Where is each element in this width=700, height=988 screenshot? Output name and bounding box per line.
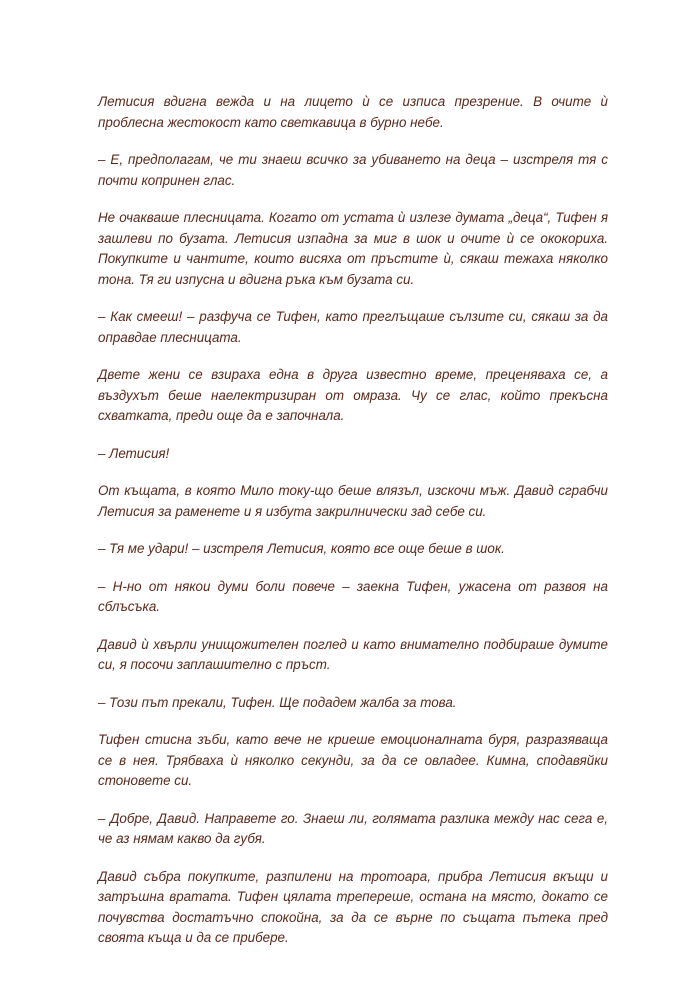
- paragraph: Двете жени се взираха една в друга известно време, преценяваха се, а въздухът беше наелектризиран от омраза. Чу се глас, който прекъсна схватката, преди още да е започнала.: [98, 367, 608, 423]
- paragraph: – Н-но от някои думи боли повече – заекна Тифен, ужасена от развоя на сблъсъка.: [98, 578, 608, 614]
- paragraph: – Е, предполагам, че ти знаеш всичко за убиването на деца – изстреля тя с почти копринен глас.: [98, 152, 608, 188]
- paragraph: – Тя ме удари! – изстреля Летисия, която все още беше в шок.: [98, 541, 505, 556]
- paragraph: – Добре, Давид. Направете го. Знаеш ли, голямата разлика между нас сега е, че аз нямам какво да губя.: [98, 810, 608, 846]
- paragraph: От къщата, в която Мило току-що беше влязъл, изскочи мъж. Давид сграбчи Летисия за раменете и я избута закрилнически зад себе си.: [98, 483, 608, 519]
- paragraph: – Този път прекали, Тифен. Ще подадем жалба за това.: [98, 694, 457, 710]
- paragraph: Летисия вдигна вежда и на лицето ѝ се изписа презрение. В очите ѝ проблесна жестокост като светкавица в бурно небе.: [98, 94, 608, 130]
- paragraph: Тифен стисна зъби, като вече не криеше емоционалната буря, разразяваща се в нея. Трябваха ѝ няколко секунди, за да се овладее. Кимна, сподавяйки стоновете си.: [98, 732, 608, 788]
- paragraph: Давид събра покупките, разпилени на тротоара, прибра Летисия вкъщи и затръшна вратата. Тифен цялата трепереше, остана на място, докато се почувства достатъчно спокойна, за да се върне по същата пътека пред своята къща и да се прибере.: [98, 868, 608, 945]
- paragraph: Давид ѝ хвърли унищожителен поглед и като внимателно подбираше думите си, я посочи заплашително с пръст.: [98, 636, 608, 672]
- paragraph: Не очакваше плесницата. Когато от устата ѝ излезе думата „деца“, Тифен я зашлеви по бузата. Летисия изпадна за миг в шок и очите ѝ се ококориха. Покупките и чантите, които висяха от пръстите ѝ, сякаш тежаха няколко тона. Тя ги изпусна и вдигна ръка към бузата си.: [98, 210, 608, 287]
- paragraph: – Летисия!: [98, 445, 170, 461]
- paragraph: – Как смееш! – разфуча се Тифен, като преглъщаше сълзите си, сякаш за да оправдае плесницата.: [98, 309, 608, 345]
- text-block: [98, 92, 608, 966]
